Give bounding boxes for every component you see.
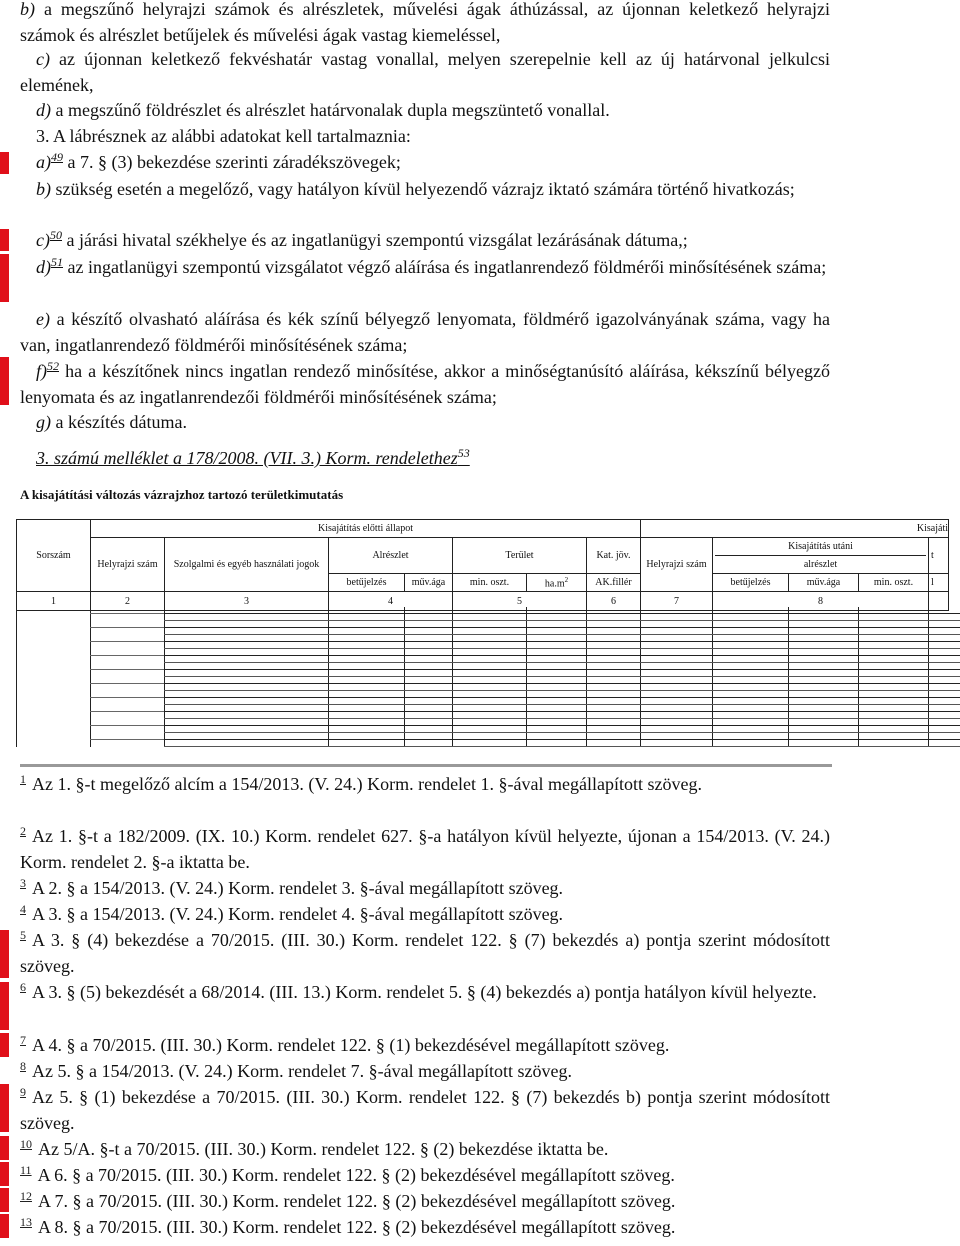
footnote-text: Az 5/A. §-t a 70/2015. (III. 30.) Korm. rendelet 122. § (2) bekezdése iktatta be.	[38, 1139, 609, 1159]
change-marker	[0, 229, 9, 251]
footnote-separator	[20, 764, 832, 767]
footnote-number[interactable]: 4	[20, 902, 26, 916]
footnote-number[interactable]: 7	[20, 1033, 26, 1047]
footnote-6	[20, 980, 830, 1006]
footnote-8	[20, 1059, 830, 1085]
change-marker	[0, 1162, 9, 1186]
paragraph-3b: b) szükség esetén a megelőző, vagy hatályon kívül helyezendő vázrajz iktató számára történő hivatkozás;	[36, 179, 795, 199]
paragraph-3g: g) a készítés dátuma.	[36, 412, 187, 432]
footnote-number[interactable]: 9	[20, 1085, 26, 1099]
col-number: 8	[713, 592, 929, 611]
header-t: t	[929, 538, 949, 574]
col-number: 1	[17, 592, 91, 611]
paragraph-c: c) az újonnan keletkező fekvéshatár vastag vonallal, melyen szerepelnie kell az új határvonal jelkulcsi elemének,	[20, 49, 830, 95]
paragraph-d: d) a megszűnő földrészlet és alrészlet határvonalak dupla megszüntető vonallal.	[36, 100, 610, 120]
paragraph-3a: a)$^{49}$ a 7. § (3) bekezdése szerinti záradékszövegek;	[36, 150, 401, 172]
area-statement-table	[16, 519, 949, 611]
footnote-ref[interactable]: 53	[457, 446, 470, 460]
footnote-ref[interactable]: 50	[49, 228, 62, 242]
header-betujelzes: betűjelzés	[329, 574, 405, 592]
footnote-text: A 7. § a 70/2015. (III. 30.) Korm. rendelet 122. § (2) bekezdésével megállapított szöveg.	[38, 1191, 676, 1211]
paragraph-3f: f)$^{52}$ ha a készítőnek nincs ingatlan rendező minősítése, akkor a minőségtanúsító aláírása, kékszínű bélyegző lenyomata és az ingatlanrendezői földmérői minősítésének száma;	[20, 359, 830, 407]
col-number: 3	[165, 592, 329, 611]
footnote-text: Az 1. §-t a 182/2009. (IX. 10.) Korm. rendelet 627. §-a hatályon kívül helyezte, újonan a 154/2013. (V. 24.) Korm. rendelet 2. §-a iktatta be.	[20, 826, 830, 872]
footnote-4	[20, 902, 830, 928]
col-number: 7	[641, 592, 713, 611]
col-number: 2	[91, 592, 165, 611]
footnote-text: Az 5. § a 154/2013. (V. 24.) Korm. rendelet 7. §-ával megállapított szöveg.	[32, 1061, 573, 1081]
footnote-3	[20, 876, 830, 902]
footnote-text: A 3. § (4) bekezdése a 70/2015. (III. 30.) Korm. rendelet 122. § (7) bekezdés a) pontja szerint módosított szöveg.	[20, 930, 830, 976]
footnote-13	[20, 1215, 830, 1241]
change-marker	[0, 1136, 9, 1160]
header-after-sub: Kisajátítás utáni alrészlet	[713, 538, 929, 574]
header-last: l	[929, 574, 949, 592]
footnote-ref[interactable]: 51	[51, 255, 63, 269]
footnote-number[interactable]: 5	[20, 928, 26, 942]
footnote-7	[20, 1033, 830, 1059]
header-ham2: $ha.m^2$	[527, 574, 587, 592]
col-number: 6	[587, 592, 641, 611]
footnote-text: A 3. § (5) bekezdését a 68/2014. (III. 13.) Korm. rendelet 5. § (4) bekezdés a) pontja hatályon kívül helyezte.	[32, 982, 817, 1002]
table-title: A kisajátítási változás vázrajzhoz tartozó területkimutatás	[20, 487, 344, 502]
header-after-state: Kisajáti	[641, 520, 949, 538]
footnote-12	[20, 1189, 830, 1215]
footnote-number[interactable]: 6	[20, 980, 26, 994]
change-marker	[0, 1084, 9, 1132]
footnote-number[interactable]: 1	[20, 772, 26, 786]
change-marker	[0, 1214, 9, 1238]
change-marker	[0, 254, 9, 302]
change-marker	[0, 982, 9, 1030]
header-rights: Szolgalmi és egyéb használati jogok	[165, 538, 329, 592]
footnote-text: A 4. § a 70/2015. (III. 30.) Korm. rendelet 122. § (1) bekezdésével megállapított szöveg.	[32, 1035, 670, 1055]
header-hrsz-after: Helyrajzi szám	[641, 538, 713, 592]
header-akfiller: AK.fillér	[587, 574, 641, 592]
footnote-text: Az 5. § (1) bekezdése a 70/2015. (III. 30.) Korm. rendelet 122. § (7) bekezdés b) pontja szerint módosított szöveg.	[20, 1087, 830, 1133]
header-betujelzes-after: betűjelzés	[713, 574, 789, 592]
footnote-ref[interactable]: 49	[51, 150, 63, 164]
footnote-number[interactable]: 2	[20, 824, 26, 838]
footnote-number[interactable]: 8	[20, 1059, 26, 1073]
header-hrsz: Helyrajzi szám	[91, 538, 165, 592]
change-marker	[0, 357, 9, 405]
col-number: 5	[453, 592, 587, 611]
header-katjov: Kat. jöv.	[587, 538, 641, 574]
header-sorszam: Sorszám	[17, 520, 91, 592]
footnote-text: A 6. § a 70/2015. (III. 30.) Korm. rendelet 122. § (2) bekezdésével megállapított szöveg.	[37, 1165, 675, 1185]
footnote-text: A 8. § a 70/2015. (III. 30.) Korm. rendelet 122. § (2) bekezdésével megállapított szöveg.	[38, 1217, 676, 1237]
footnote-number[interactable]: 11	[20, 1163, 32, 1177]
header-muvaga: műv.ága	[405, 574, 453, 592]
footnote-ref[interactable]: 52	[47, 359, 59, 373]
section-3-heading: 3. A lábrésznek az alábbi adatokat kell tartalmaznia:	[36, 126, 411, 146]
paragraph-3d: d)$^{51}$ az ingatlanügyi szempontú vizsgálatot végző aláírása és ingatlanrendező földmérői minősítésének száma;	[36, 255, 827, 277]
table-empty-rows	[16, 607, 960, 747]
paragraph-3e: e) a készítő olvasható aláírása és kék színű bélyegző lenyomata, földmérő igazolványának száma, vagy ha van, ingatlanrendező földmérői minősítésének száma;	[20, 309, 830, 355]
footnote-11	[20, 1163, 830, 1189]
annex-heading[interactable]: 3. számú melléklet a 178/2008. (VII. 3.) Korm. rendelethez$^{53}$	[36, 446, 470, 468]
footnote-text: A 3. § a 154/2013. (V. 24.) Korm. rendelet 4. §-ával megállapított szöveg.	[32, 904, 564, 924]
footnote-10	[20, 1137, 830, 1163]
footnote-text: A 2. § a 154/2013. (V. 24.) Korm. rendelet 3. §-ával megállapított szöveg.	[32, 878, 564, 898]
footnote-number[interactable]: 13	[20, 1215, 32, 1229]
change-marker	[0, 1033, 9, 1057]
paragraph-3c: c)$^{50}$ a járási hivatal székhelye és az ingatlanügyi szempontú vizsgálat lezárásának dátuma,;	[36, 228, 688, 250]
footnote-1	[20, 772, 830, 798]
footnote-2	[20, 824, 830, 875]
paragraph-b: b) a megszűnő helyrajzi számok és alrészletek, művelési ágak áthúzással, az újonnan keletkező helyrajzi számok és alrészlet betűjelek és művelési ágak vastag kiemeléssel,	[20, 0, 830, 45]
footnote-number[interactable]: 3	[20, 876, 26, 890]
header-before-state: Kisajátítás előtti állapot	[91, 520, 641, 538]
footnote-number[interactable]: 10	[20, 1137, 32, 1151]
change-marker	[0, 930, 9, 978]
change-marker	[0, 152, 9, 174]
header-terulet: Terület	[453, 538, 587, 574]
header-minoszt: min. oszt.	[453, 574, 527, 592]
header-minoszt-after: min. oszt.	[859, 574, 929, 592]
change-marker	[0, 1188, 9, 1212]
col-number: 4	[329, 592, 453, 611]
footnote-text: Az 1. §-t megelőző alcím a 154/2013. (V. 24.) Korm. rendelet 1. §-ával megállapított szöveg.	[32, 774, 702, 794]
footnote-5	[20, 928, 830, 979]
header-alreszlet: Alrészlet	[329, 538, 453, 574]
header-muvaga-after: műv.ága	[789, 574, 859, 592]
footnote-9	[20, 1085, 830, 1136]
footnote-number[interactable]: 12	[20, 1189, 32, 1203]
